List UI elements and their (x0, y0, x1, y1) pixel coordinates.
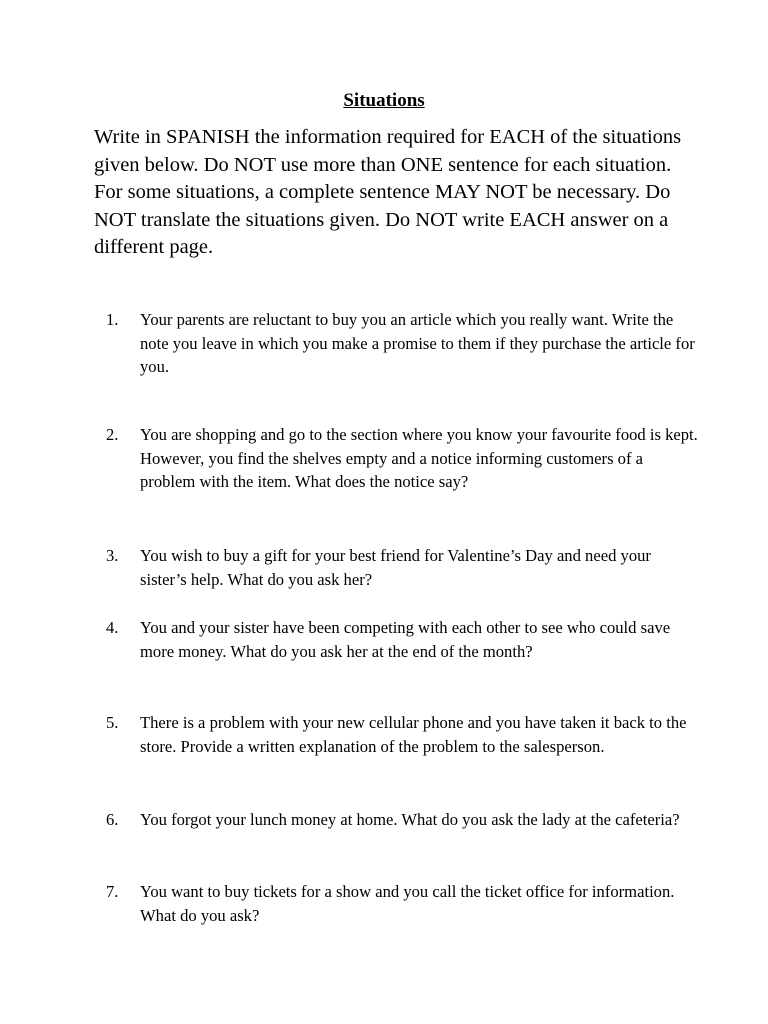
situation-number: 3. (106, 546, 119, 565)
situation-item-2 (106, 423, 706, 494)
situation-item-1 (106, 308, 706, 379)
situation-number: 2. (106, 425, 119, 444)
situation-item-3 (106, 544, 706, 591)
situation-item-6 (106, 808, 706, 832)
situation-item-5 (106, 711, 706, 758)
situation-number: 4. (106, 618, 119, 637)
situation-text: You are shopping and go to the section where you know your favourite food is kept. However, you find the shelves empty and a notice informing customers of a problem with the item. What does the notice say? (140, 425, 698, 492)
situation-item-7 (106, 880, 706, 927)
situation-number: 5. (106, 713, 119, 732)
situation-number: 6. (106, 810, 119, 829)
situation-text: You and your sister have been competing with each other to see who could save more money. What do you ask her at the end of the month? (140, 618, 671, 661)
situation-text: Your parents are reluctant to buy you an article which you really want. Write the note you leave in which you make a promise to them if they purchase the article for you. (140, 310, 695, 377)
situation-text: You want to buy tickets for a show and you call the ticket office for information. What do you ask? (140, 882, 675, 925)
situation-number: 1. (106, 310, 119, 329)
situation-item-4 (106, 616, 706, 663)
situation-text: There is a problem with your new cellular phone and you have taken it back to the store. Provide a written explanation of the problem to the salesperson. (140, 713, 687, 756)
page-title: Situations (343, 90, 425, 111)
situation-number: 7. (106, 882, 119, 901)
instructions-paragraph: Write in SPANISH the information required for EACH of the situations given below. Do NOT use more than ONE sentence for each situation. For some situations, a complete sentence MAY NOT be necessary. Do NOT translate the situations given. Do NOT write EACH answer on a different page. (94, 126, 682, 258)
situation-text: You wish to buy a gift for your best friend for Valentine’s Day and need your sister’s help. What do you ask her? (140, 546, 651, 589)
situation-text: You forgot your lunch money at home. What do you ask the lady at the cafeteria? (140, 810, 680, 829)
